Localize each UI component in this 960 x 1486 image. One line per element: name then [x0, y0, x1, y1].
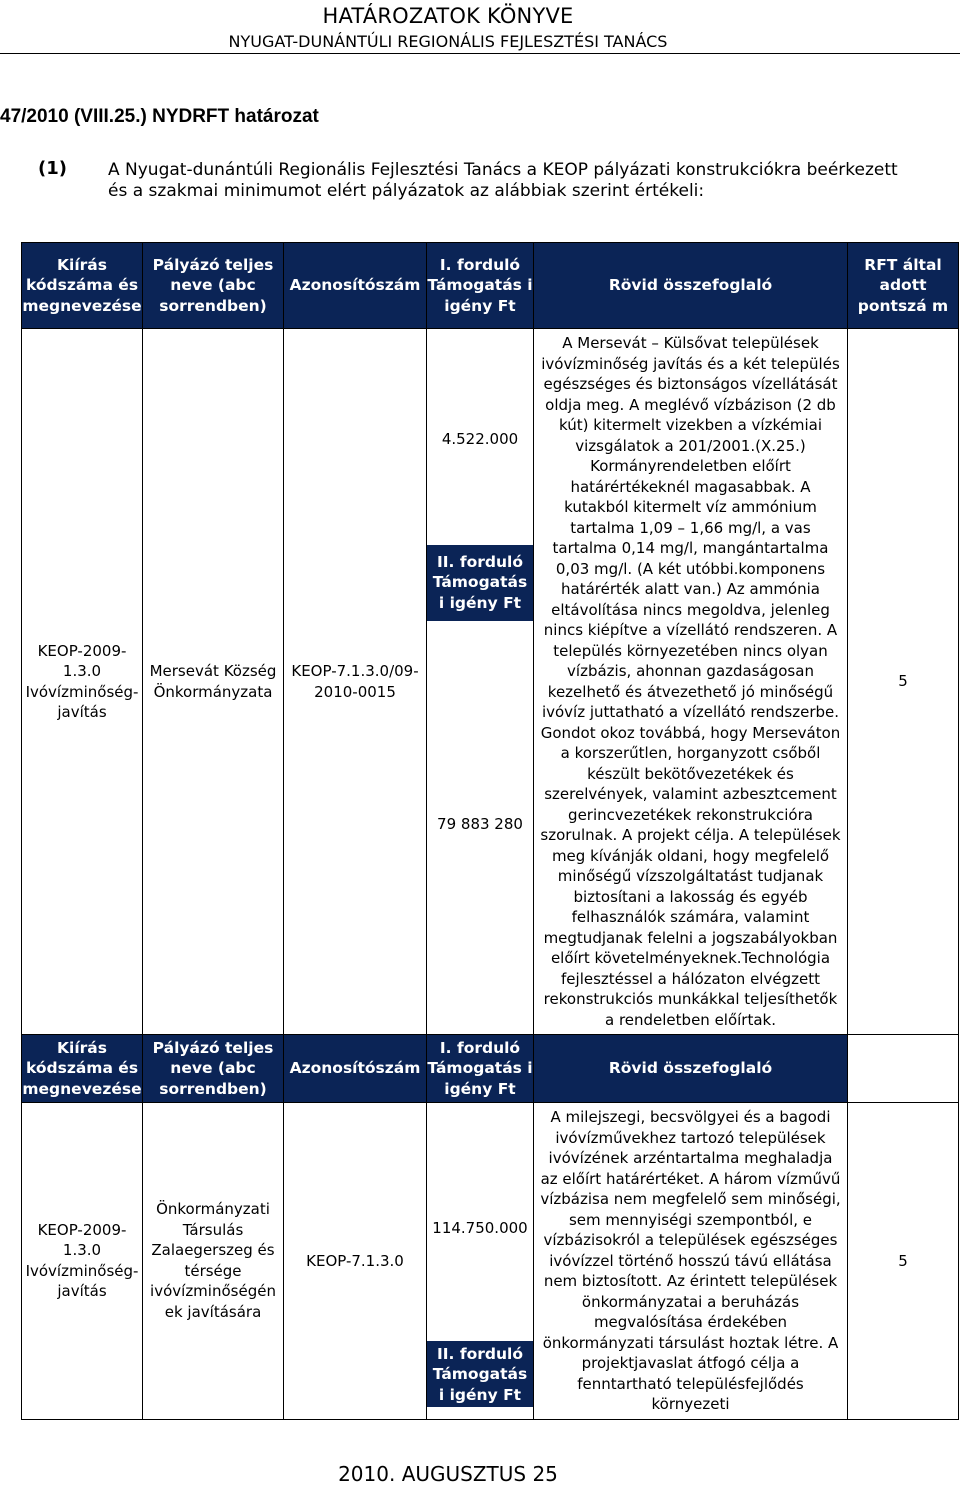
header2-round1: I. forduló Támogatás i igény Ft [427, 1035, 534, 1103]
row1-round2-amount: 79 883 280 [437, 815, 523, 834]
row1-funding-cell [427, 329, 534, 1035]
header2-summary: Rövid összefoglaló [534, 1035, 848, 1103]
row2-round1-amount: 114.750.000 [432, 1218, 528, 1237]
council-name: NYUGAT-DUNÁNTÚLI REGIONÁLIS FEJLESZTÉSI TANÁCS [228, 32, 668, 51]
book-title: HATÁROZATOK KÖNYVE [322, 4, 574, 28]
row1-azonosito: KEOP-7.1.3.0/09-2010-0015 [284, 329, 427, 1035]
row2-funding-cell [427, 1103, 534, 1420]
header-summary: Rövid összefoglaló [534, 243, 848, 329]
header2-palyazo: Pályázó teljes neve (abc sorrendben) [143, 1035, 284, 1103]
row1-round2-label: II. forduló Támogatás i igény Ft [427, 545, 533, 621]
row1-round1-amount: 4.522.000 [441, 430, 519, 449]
page-footer-date: 2010. AUGUSZTUS 25 [338, 1462, 558, 1486]
header2-azonosito: Azonosítószám [284, 1035, 427, 1103]
row1-kiiras: KEOP-2009-1.3.0 Ivóvízminőség-javítás [22, 329, 143, 1035]
paragraph-number: (1) [38, 158, 67, 179]
row2-score: 5 [848, 1103, 959, 1420]
row2-round2-label: II. forduló Támogatás i igény Ft [427, 1341, 533, 1407]
row2-kiiras: KEOP-2009-1.3.0 Ivóvízminőség-javítás [22, 1103, 143, 1420]
header-round1: I. forduló Támogatás i igény Ft [427, 243, 534, 329]
header-palyazo: Pályázó teljes neve (abc sorrendben) [143, 243, 284, 329]
row2-palyazo: Önkormányzati Társulás Zalaegerszeg és térsége ivóvízminőségén ek javítására [143, 1103, 284, 1420]
header-azonosito: Azonosítószám [284, 243, 427, 329]
row1-palyazo: Mersevát Község Önkormányzata [143, 329, 284, 1035]
resolution-title: 47/2010 (VIII.25.) NYDRFT határozat [0, 106, 319, 127]
header2-kiiras: Kiírás kódszáma és megnevezése [22, 1035, 143, 1103]
row2-summary: A milejszegi, becsvölgyei és a bagodi ivóvízművekhez tartozó települések ivóvízének arzéntartalma meghaladja az előírt határértéket. A három vízművű vízbázisa nem megfelelő sem minőségi, sem mennyiségi szempontból, e vízbázisokról a települések egészséges ivóvízzel történő hosszú távú ellátása nem biztosított. Az érintett települések önkormányzatai a beruházás megvalósítása érdekében önkormányzati társulást hoztak létre. A projektjavaslat átfogó célja a fenntartható településfejlődés környezeti [534, 1103, 848, 1420]
header-kiiras: Kiírás kódszáma és megnevezése [22, 243, 143, 329]
row1-summary: A Mersevát – Külsővat települések ivóvízminőség javítás és a két település egészséges és biztonságos vízellátását oldja meg. A meglévő vízbázison (2 db kút) kitermelt vizekben a vízkémiai vizsgálatok a 201/2001.(X.25.) Kormányrendeletben előírt határértékeknél magasabbak. A kutakból kitermelt víz ammónium tartalma 1,09 – 1,66 mg/l, a vas tartalma 0,14 mg/l, mangántartalma 0,03 mg/l. (A két utóbbi.komponens határérték alatt van.) Az ammónia eltávolítása nincs megoldva, jelenleg nincs kiépítve a vízellátó rendszeren. A település környezetében nincs olyan vízbázis, ahonnan gazdaságosan kezelhető és átvezethető jó minőségű ivóvíz juttatható a vízellátó rendszerbe. Gondot okoz továbbá, hogy Merseváton a korszerűtlen, horganyzott csőből készült bekötővezetékek és szerelvények, valamint azbesztcement gerincvezetékek rekonstrukcióra szorulnak. A projekt célja. A települések meg kívánják oldani, hogy megfelelő minőségű vízszolgáltatást tudjanak biztosítani a lakosság és egyéb felhasználók számára, valamint megtudjanak felelni a jogszabályokban előírt követelményeknek.Technológia fejlesztéssel a hálózaton elvégzett rekonstrukciós munkákkal teljesíthetők a rendeletben előírtak. [534, 329, 848, 1035]
header-divider [0, 53, 960, 54]
row2-azonosito: KEOP-7.1.3.0 [284, 1103, 427, 1420]
paragraph-text: A Nyugat-dunántúli Regionális Fejlesztési Tanács a KEOP pályázati konstrukciókra beérkezett és a szakmai minimumot elért pályázatok az alábbiak szerint értékeli: [108, 160, 898, 201]
row1-score: 5 [848, 329, 959, 1035]
evaluation-table [21, 242, 959, 1420]
header2-score-empty [848, 1035, 959, 1103]
header-score: RFT által adott pontszá m [848, 243, 959, 329]
